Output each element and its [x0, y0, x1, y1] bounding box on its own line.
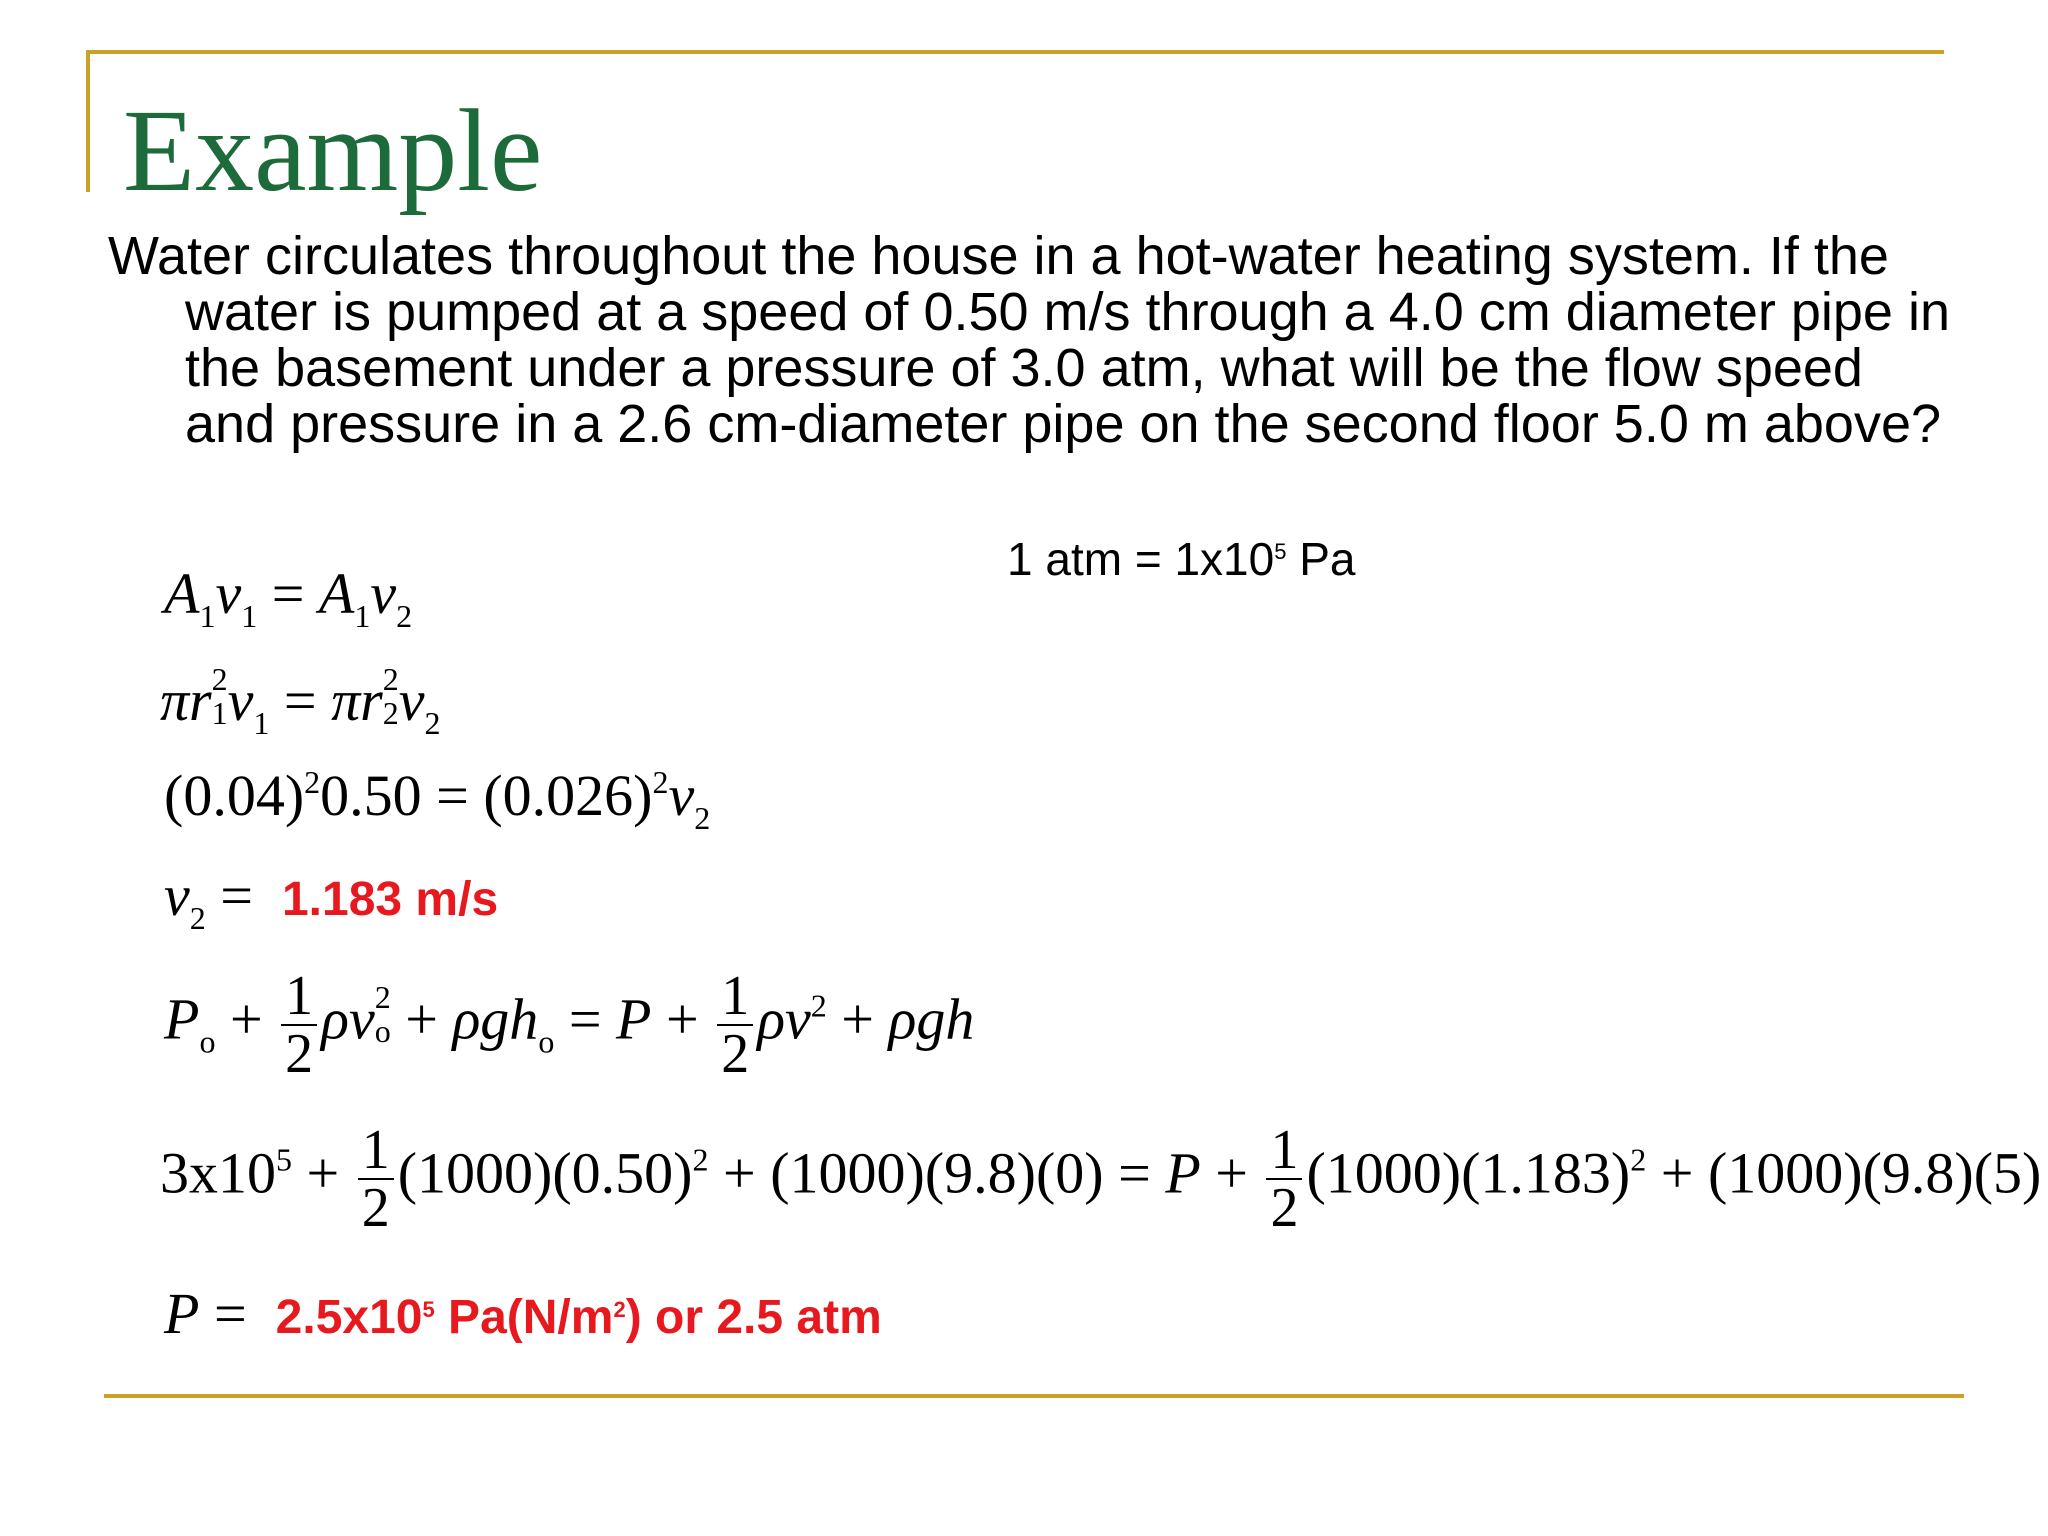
pi-r-symbol: πr: [331, 668, 383, 733]
subscript: 1: [199, 598, 216, 634]
equals-sign: =: [1103, 1140, 1166, 1206]
plus-sign: +: [215, 986, 278, 1052]
pressure-answer: [276, 1291, 882, 1344]
answer-part: Pa(N/m: [434, 1291, 614, 1344]
conversion-text: 1 atm = 1x10: [1007, 533, 1275, 585]
bernoulli-equation: [164, 965, 975, 1085]
subscript: o: [538, 1023, 555, 1060]
superscript: 2: [692, 1141, 709, 1178]
rho-v-symbol: ρv: [321, 986, 375, 1052]
plus-sign: +: [651, 986, 714, 1052]
area-form-equation: [160, 662, 441, 742]
pressure-result: [164, 1280, 882, 1347]
plus-sign: +: [1646, 1140, 1708, 1206]
slide-title: Example: [123, 85, 543, 216]
one-half-fraction: [358, 1119, 394, 1239]
equals-sign: =: [421, 763, 484, 828]
equals-sign: =: [205, 863, 268, 928]
area-symbol: A: [318, 561, 355, 626]
conversion-exponent: 5: [1274, 539, 1287, 564]
denominator: 2: [361, 1177, 390, 1239]
left-border-line: [86, 50, 90, 192]
velocity-symbol: v: [668, 763, 695, 828]
velocity-symbol: v: [227, 668, 254, 733]
velocity-symbol: v: [398, 668, 425, 733]
superscript: 2: [1630, 1141, 1647, 1178]
plus-sign: +: [708, 1140, 771, 1206]
number: (1000)(9.8)(0): [770, 1140, 1104, 1206]
superscript: 2: [374, 979, 391, 1016]
superscript: 2: [304, 764, 321, 800]
rho-g-h-symbol: ρgh: [452, 986, 539, 1052]
number: (1000)(1.183): [1306, 1140, 1631, 1206]
velocity-symbol: v: [164, 863, 190, 928]
top-border-line: [86, 50, 1944, 54]
subscript: o: [374, 1013, 391, 1050]
number: (0.04): [164, 763, 305, 828]
v2-result: [164, 862, 498, 937]
one-half-fraction: [1266, 1119, 1302, 1239]
subscript: 1: [354, 598, 371, 634]
number: (0.026): [483, 763, 653, 828]
conversion-note: [1007, 532, 1356, 586]
subscript: 1: [241, 598, 258, 634]
numerator: 1: [1266, 1122, 1302, 1180]
equals-sign: =: [257, 561, 319, 626]
plus-sign: +: [390, 986, 453, 1052]
superscript: 2: [652, 764, 669, 800]
bottom-border-line: [104, 1394, 1964, 1398]
subscript: 2: [694, 800, 711, 836]
numerator: 1: [358, 1122, 394, 1180]
numeric-bernoulli-equation: [160, 1119, 2042, 1239]
pi-r-symbol: πr: [160, 668, 212, 733]
sup-sub-stack: [375, 980, 391, 1048]
pressure-symbol: P: [164, 1281, 200, 1346]
answer-exponent: 2: [613, 1297, 626, 1322]
plus-sign: +: [826, 986, 889, 1052]
sup-sub-stack: [212, 662, 228, 730]
numerator: 1: [281, 968, 317, 1026]
number: (1000)(9.8)(5): [1707, 1140, 2042, 1206]
sup-sub-stack: [383, 662, 399, 730]
one-half-fraction: [717, 965, 753, 1085]
velocity-symbol: v: [785, 986, 811, 1052]
subscript: 1: [211, 695, 228, 731]
one-half-fraction: [281, 965, 317, 1085]
number: (1000)(0.50): [397, 1140, 693, 1206]
velocity-symbol: v: [215, 561, 242, 626]
denominator: 2: [1270, 1177, 1299, 1239]
number: 0.50: [320, 763, 422, 828]
problem-text: Water circulates throughout the house in a hot-water heating system. If the water is pumped at a speed of 0.50 m/s through a 4.0 cm diameter pipe in the basement under a pressure of 3.0 atm, what will be the flow speed and pressure in a 2.6 cm-diameter pipe on the second floor 5.0 m above?: [108, 226, 1950, 454]
rho-g-h-symbol: ρgh: [888, 986, 975, 1052]
superscript: 5: [276, 1141, 292, 1178]
answer-part: ) or 2.5 atm: [625, 1291, 882, 1344]
conversion-unit: Pa: [1286, 533, 1356, 585]
plus-sign: +: [292, 1140, 354, 1206]
problem-statement: [108, 228, 1968, 452]
equals-sign: =: [554, 986, 617, 1052]
pressure-symbol: P: [164, 986, 200, 1052]
superscript: 2: [211, 661, 228, 697]
subscript: 2: [424, 705, 441, 741]
superscript: 2: [810, 987, 827, 1024]
v2-answer: 1.183 m/s: [281, 873, 499, 926]
number: 3x10: [160, 1140, 276, 1206]
answer-exponent: 5: [422, 1297, 435, 1322]
subscript: o: [199, 1023, 216, 1060]
answer-part: 2.5x10: [275, 1291, 423, 1344]
area-symbol: A: [164, 561, 200, 626]
numerator: 1: [717, 968, 753, 1026]
subscript: 2: [189, 900, 206, 936]
pressure-symbol: P: [616, 986, 652, 1052]
velocity-symbol: v: [370, 561, 397, 626]
equals-sign: =: [269, 668, 332, 733]
subscript: 2: [396, 598, 413, 634]
numeric-continuity-equation: [164, 762, 710, 837]
pressure-symbol: P: [1165, 1140, 1201, 1206]
denominator: 2: [285, 1023, 314, 1085]
superscript: 2: [382, 661, 399, 697]
subscript: 2: [382, 695, 399, 731]
plus-sign: +: [1200, 1140, 1263, 1206]
subscript: 1: [253, 705, 270, 741]
rho-symbol: ρ: [757, 986, 786, 1052]
equals-sign: =: [199, 1281, 262, 1346]
continuity-equation: [164, 560, 412, 635]
denominator: 2: [721, 1023, 750, 1085]
